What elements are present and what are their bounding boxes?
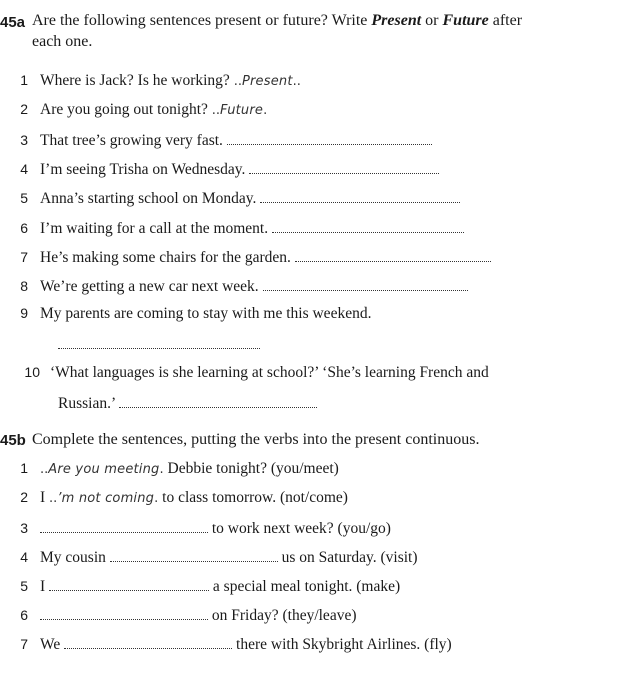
item-text: to class tomorrow. (not/come) bbox=[158, 489, 348, 506]
answer-blank[interactable] bbox=[227, 130, 432, 145]
list-item bbox=[0, 547, 418, 567]
item-text: Anna’s starting school on Monday. bbox=[40, 190, 261, 207]
item-text: Russian.’ bbox=[58, 395, 119, 412]
item-text: a special meal tonight. (make) bbox=[209, 578, 401, 595]
item-text: on Friday? (they/leave) bbox=[208, 607, 357, 624]
list-item bbox=[0, 634, 452, 654]
list-item bbox=[0, 364, 489, 382]
item-text: Debbie tonight? (you/meet) bbox=[163, 460, 339, 477]
item-9-blank-line bbox=[58, 334, 260, 354]
list-item bbox=[0, 159, 439, 179]
item-text: ‘What languages is she learning at school?’ ‘She’s learning French and bbox=[50, 364, 489, 381]
list-item bbox=[0, 605, 356, 625]
future-word: Future bbox=[442, 12, 489, 29]
present-word: Present bbox=[371, 12, 422, 29]
item-text: He’s making some chairs for the garden. bbox=[40, 249, 295, 266]
answer-blank[interactable] bbox=[49, 576, 209, 591]
instruction-text: Are the following sentences present or future? Write bbox=[32, 12, 372, 29]
item-number: 2 bbox=[20, 101, 28, 117]
list-item bbox=[0, 218, 464, 238]
item-text: We bbox=[40, 636, 65, 653]
answer-blank[interactable] bbox=[110, 547, 278, 562]
item-number: 6 bbox=[20, 220, 28, 236]
list-item bbox=[0, 247, 491, 267]
item-number: 10 bbox=[24, 364, 40, 380]
list-item: 1 ..Are you meeting. Debbie tonight? (you/meet) bbox=[0, 460, 339, 478]
exercise-45a-instruction-line2: each one. bbox=[32, 33, 93, 50]
item-text: I’m waiting for a call at the moment. bbox=[40, 220, 272, 237]
item-number: 4 bbox=[20, 161, 28, 177]
answer-blank[interactable] bbox=[40, 605, 208, 620]
list-item: 2 I ..’m not coming. to class tomorrow. (not/come) bbox=[0, 489, 348, 507]
instruction-or: or bbox=[421, 12, 443, 29]
item-text: I bbox=[40, 489, 50, 506]
list-item bbox=[0, 305, 371, 323]
list-item bbox=[0, 518, 391, 538]
list-item bbox=[0, 188, 460, 208]
item-number: 3 bbox=[20, 132, 28, 148]
list-item bbox=[0, 130, 432, 150]
item-number: 6 bbox=[20, 607, 28, 623]
answer-blank[interactable] bbox=[64, 634, 232, 649]
item-number: 5 bbox=[20, 190, 28, 206]
handwritten-answer[interactable]: ’m not coming bbox=[57, 491, 155, 506]
answer-blank[interactable] bbox=[119, 393, 317, 408]
item-number: 1 bbox=[20, 460, 28, 476]
item-text: to work next week? (you/go) bbox=[208, 520, 391, 537]
item-number: 2 bbox=[20, 489, 28, 505]
list-item: 2 Are you going out tonight? ..Future. bbox=[0, 101, 267, 119]
item-text: there with Skybright Airlines. (fly) bbox=[232, 636, 452, 653]
list-item bbox=[0, 276, 468, 296]
item-text: We’re getting a new car next week. bbox=[40, 278, 263, 295]
item-text: Are you going out tonight? bbox=[40, 101, 212, 118]
exercise-number-45a: 45a bbox=[0, 14, 26, 31]
item-text: I’m seeing Trisha on Wednesday. bbox=[40, 161, 250, 178]
exercise-45a-instruction bbox=[32, 11, 522, 31]
item-number: 8 bbox=[20, 278, 28, 294]
item-number: 7 bbox=[20, 249, 28, 265]
handwritten-answer[interactable]: Present bbox=[241, 74, 293, 89]
answer-blank[interactable] bbox=[272, 218, 464, 233]
answer-blank[interactable] bbox=[263, 276, 468, 291]
item-text: My parents are coming to stay with me this weekend. bbox=[40, 305, 372, 322]
item-text: I bbox=[40, 578, 50, 595]
exercise-45b-instruction: Complete the sentences, putting the verbs into the present continuous. bbox=[32, 431, 480, 448]
item-number: 9 bbox=[20, 305, 28, 321]
item-10-line2 bbox=[58, 393, 317, 413]
item-text: us on Saturday. (visit) bbox=[277, 549, 418, 566]
item-text: Where is Jack? Is he working? bbox=[40, 72, 234, 89]
answer-blank[interactable] bbox=[260, 188, 460, 203]
item-number: 7 bbox=[20, 636, 28, 652]
answer-blank[interactable] bbox=[58, 334, 260, 349]
list-item bbox=[0, 576, 400, 596]
item-text: That tree’s growing very fast. bbox=[40, 132, 227, 149]
answer-blank[interactable] bbox=[40, 518, 208, 533]
handwritten-answer[interactable]: Future bbox=[220, 103, 264, 118]
handwritten-answer[interactable]: Are you meeting bbox=[48, 462, 160, 477]
answer-blank[interactable] bbox=[249, 159, 439, 174]
instruction-after: after bbox=[488, 12, 523, 29]
answer-blank[interactable] bbox=[295, 247, 491, 262]
exercise-number-45b: 45b bbox=[0, 432, 26, 449]
item-number: 4 bbox=[20, 549, 28, 565]
item-number: 3 bbox=[20, 520, 28, 536]
item-number: 5 bbox=[20, 578, 28, 594]
item-number: 1 bbox=[20, 72, 28, 88]
list-item: 1 Where is Jack? Is he working? ..Present.. bbox=[0, 72, 301, 90]
item-text: My cousin bbox=[40, 549, 110, 566]
